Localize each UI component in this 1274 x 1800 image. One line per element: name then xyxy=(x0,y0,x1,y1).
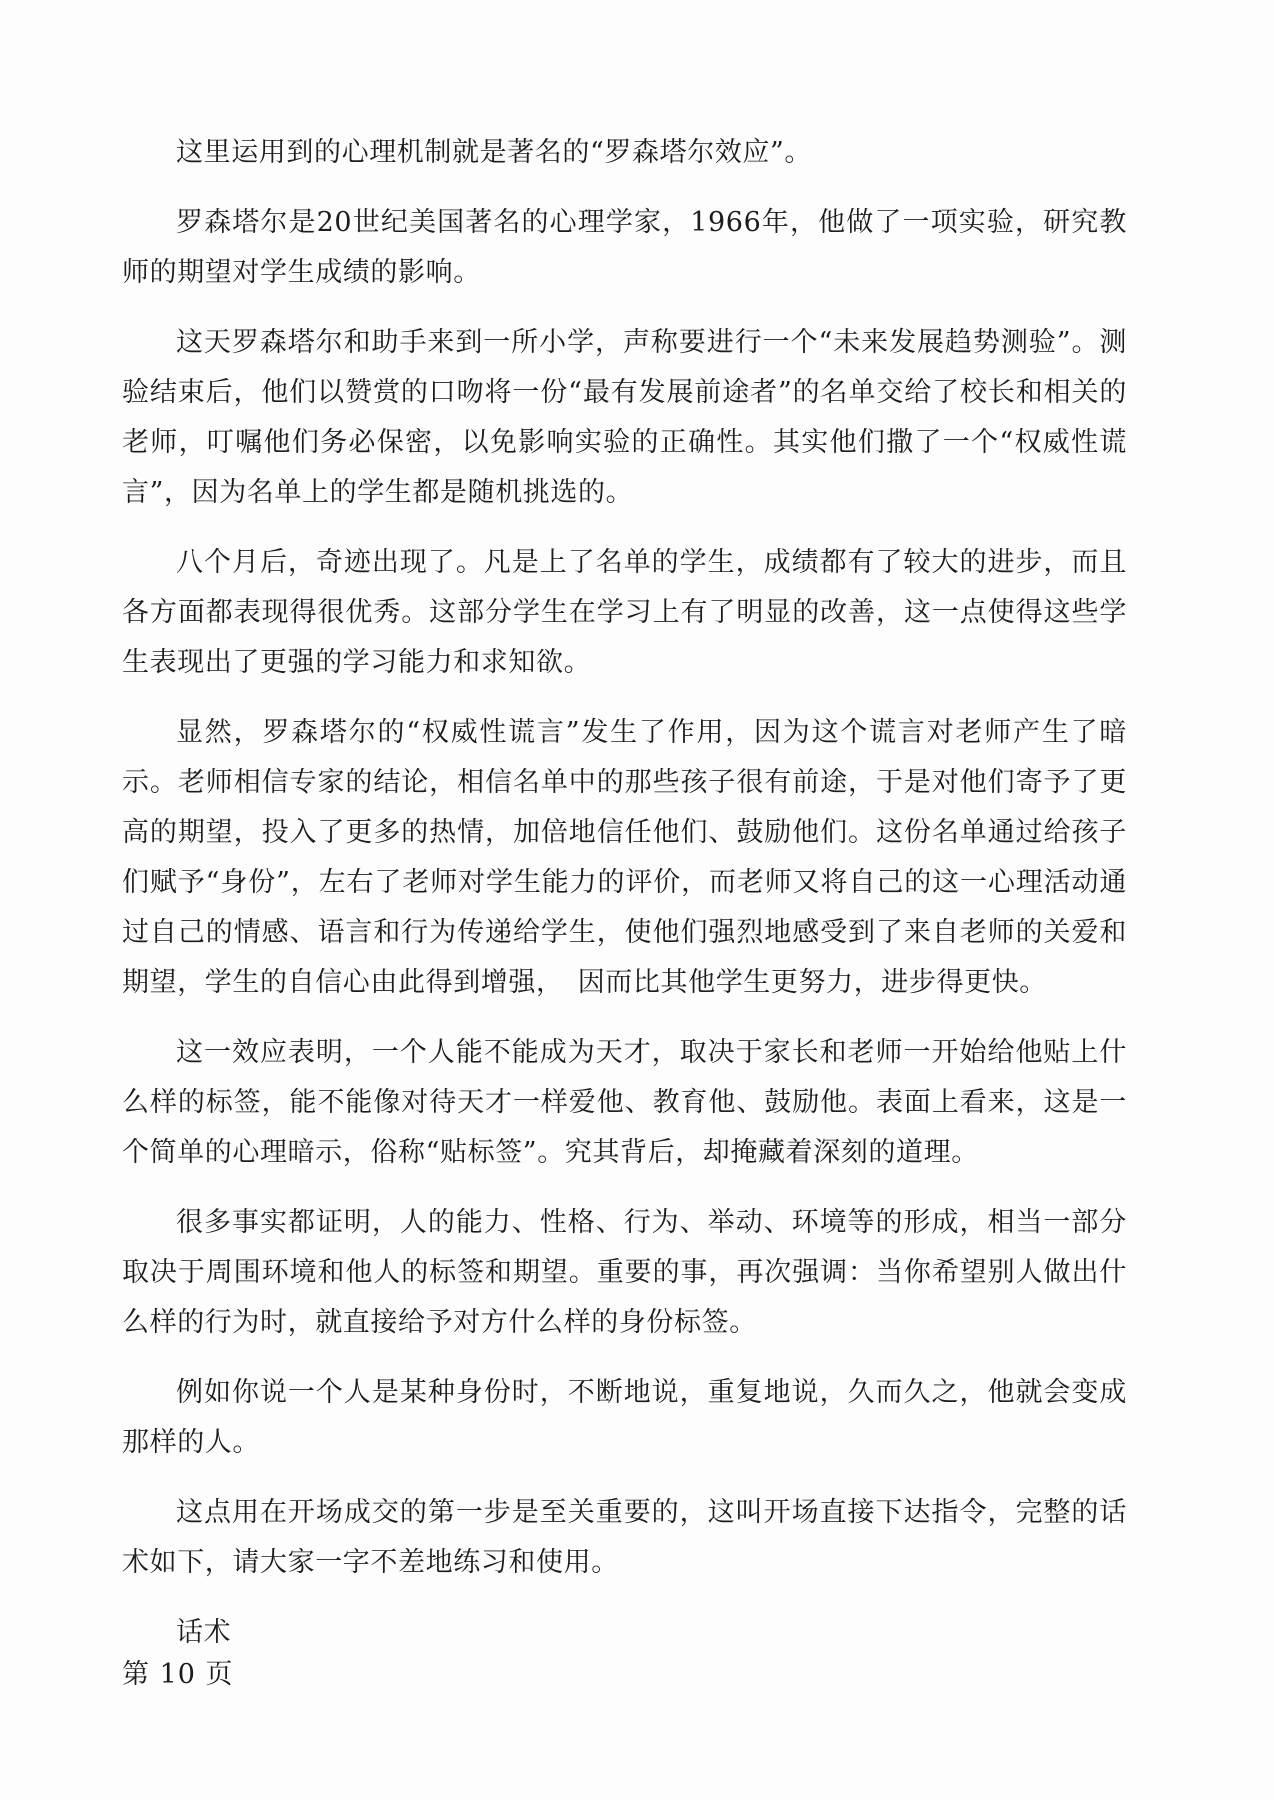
paragraph-9: 这点用在开场成交的第一步是至关重要的，这叫开场直接下达指令，完整的话术如下，请大家一字不差地练习和使用。 xyxy=(122,1497,1127,1578)
paragraph-3: 这天罗森塔尔和助手来到一所小学，声称要进行一个“未来发展趋势测验”。测验结束后，他们以赞赏的口吻将一份“最有发展前途者”的名单交给了校长和相关的老师，叮嘱他们务必保密，以免影响实验的正确性。其实他们撒了一个“权威性谎言”，因为名单上的学生都是随机挑选的。 xyxy=(122,327,1127,508)
paragraph-4: 八个月后，奇迹出现了。凡是上了名单的学生，成绩都有了较大的进步，而且各方面都表现得很优秀。这部分学生在学习上有了明显的改善，这一点使得这些学生表现出了更强的学习能力和求知欲。 xyxy=(122,547,1127,678)
page-number: 第 10 页 xyxy=(122,1659,234,1690)
paragraph-8: 例如你说一个人是某种身份时，不断地说，重复地说，久而久之，他就会变成那样的人。 xyxy=(122,1377,1127,1458)
body-text xyxy=(122,128,1127,1668)
section-heading: 话术 xyxy=(176,1617,232,1648)
paragraph-5: 显然，罗森塔尔的“权威性谎言”发生了作用，因为这个谎言对老师产生了暗示。老师相信专家的结论，相信名单中的那些孩子很有前途，于是对他们寄予了更高的期望，投入了更多的热情，加倍地信任他们、鼓励他们。这份名单通过给孩子们赋予“身份”，左右了老师对学生能力的评价，而老师又将自己的这一心理活动通过自己的情感、语言和行为传递给学生，使他们强烈地感受到了来自老师的关爱和期望，学生的自信心由此得到增强， 因而比其他学生更努力，进步得更快。 xyxy=(122,717,1127,998)
paragraph-1: 这里运用到的心理机制就是著名的“罗森塔尔效应”。 xyxy=(176,137,813,168)
paragraph-2: 罗森塔尔是20世纪美国著名的心理学家，1966年，他做了一项实验，研究教师的期望对学生成绩的影响。 xyxy=(122,207,1127,288)
paragraph-6: 这一效应表明，一个人能不能成为天才，取决于家长和老师一开始给他贴上什么样的标签，能不能像对待天才一样爱他、教育他、鼓励他。表面上看来，这是一个简单的心理暗示，俗称“贴标签”。究其背后，却掩藏着深刻的道理。 xyxy=(122,1037,1127,1168)
paragraph-7: 很多事实都证明，人的能力、性格、行为、举动、环境等的形成，相当一部分取决于周围环境和他人的标签和期望。重要的事，再次强调：当你希望别人做出什么样的行为时，就直接给予对方什么样的身份标签。 xyxy=(122,1207,1127,1338)
